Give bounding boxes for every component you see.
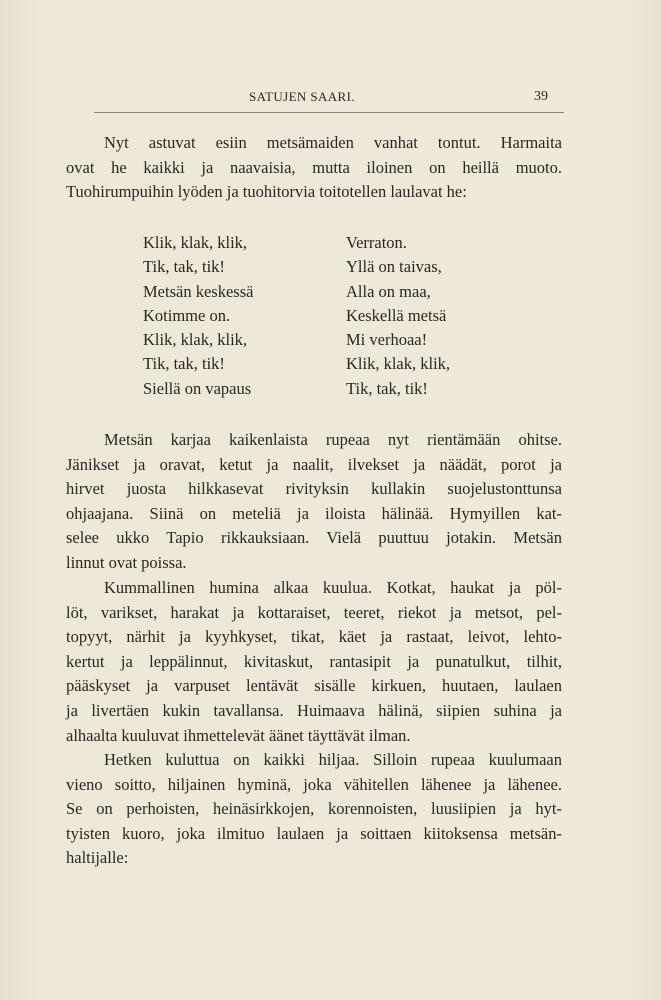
text-line: Hetken kuluttua on kaikki hiljaa. Silloin rupeaa kuulumaan: [104, 750, 562, 769]
text-line: ohjaajana. Siinä on meteliä ja iloista hälinää. Hymyillen kat-: [66, 503, 562, 523]
text-line: hirvet juosta hilkkasevat rivityksin kullakin suojelustonttunsa: [66, 479, 562, 499]
verse-line: Alla on maa,: [346, 281, 431, 301]
text-line: topyyt, närhit ja kyyhkyset, tikat, käet ja rastaat, leivot, lehto-: [66, 627, 562, 647]
verse-line: Keskellä metsä: [346, 305, 447, 325]
text-line: ovat he kaikki ja naavaisia, mutta iloinen on heillä muoto.: [66, 157, 562, 177]
paragraph-3: [66, 748, 562, 871]
poem-right-column: [346, 231, 450, 401]
verse-line: Klik, klak, klik,: [143, 330, 248, 350]
text-line: pääskyset ja varpuset lentävät sisälle kirkuen, huutaen, laulaen: [66, 676, 562, 696]
text-line: löt, varikset, harakat ja kottaraiset, teeret, riekot ja metsot, pel-: [66, 602, 562, 622]
text-line: kertut ja leppälinnut, kivitaskut, rantasipit ja punatulkut, tilhit,: [66, 651, 562, 671]
verse-line: Tik, tak, tik!: [346, 378, 428, 398]
text-line: Nyt astuvat esiin metsämaiden vanhat tontut. Harmaita: [104, 133, 562, 152]
text-line: alhaalta kuuluvat ihmettelevät äänet täyttävät ilman.: [66, 725, 411, 745]
verse-line: Verraton.: [346, 233, 407, 252]
verse-line: Tik, tak, tik!: [143, 257, 225, 277]
verse-line: Klik, klak, klik,: [143, 233, 248, 252]
text-line: Se on perhoisten, heinäsirkkojen, korennoisten, luusiipien ja hyt-: [66, 799, 562, 819]
text-line: Metsän karjaa kaikenlaista rupeaa nyt rientämään ohitse.: [104, 430, 562, 449]
verse-line: Klik, klak, klik,: [346, 354, 451, 374]
poem-left-column: [143, 231, 253, 401]
text-line: ja livertäen kukin tavallansa. Huimaava hälinä, siipien suhina ja: [66, 700, 562, 720]
intro-paragraph: [66, 131, 562, 205]
verse-line: Yllä on taivas,: [346, 257, 442, 277]
text-line: Kummallinen humina alkaa kuulua. Kotkat, haukat ja pöl-: [104, 578, 562, 597]
text-line: haltijalle:: [66, 848, 129, 868]
page-number: 39: [534, 89, 548, 104]
header-rule: [94, 112, 564, 113]
verse-line: Siellä on vapaus: [143, 378, 252, 398]
text-line: Jänikset ja oravat, ketut ja naalit, ilvekset ja näädät, porot ja: [66, 454, 562, 474]
verse-line: Kotimme on.: [143, 305, 231, 325]
text-line: selee ukko Tapio rikkauksiaan. Vielä puuttuu jotakin. Metsän: [66, 528, 562, 548]
paragraph-2: [66, 576, 562, 748]
running-head: [0, 89, 661, 109]
text-line: Tuohirumpuihin lyöden ja tuohitorvia toitotellen laulavat he:: [66, 182, 467, 202]
paragraph-1: [66, 428, 562, 576]
text-line: vieno soitto, hiljainen hyminä, joka vähitellen lähenee ja lähenee.: [66, 774, 562, 794]
text-line: linnut ovat poissa.: [66, 552, 187, 572]
text-line: tyisten kuoro, joka ilmituo laulaen ja soittaen kiitoksensa metsän-: [66, 823, 562, 843]
verse-line: Metsän keskessä: [143, 281, 254, 301]
verse-line: Mi verhoaa!: [346, 330, 428, 350]
verse-line: Tik, tak, tik!: [143, 354, 225, 374]
running-title: SATUJEN SAARI.: [249, 89, 356, 104]
